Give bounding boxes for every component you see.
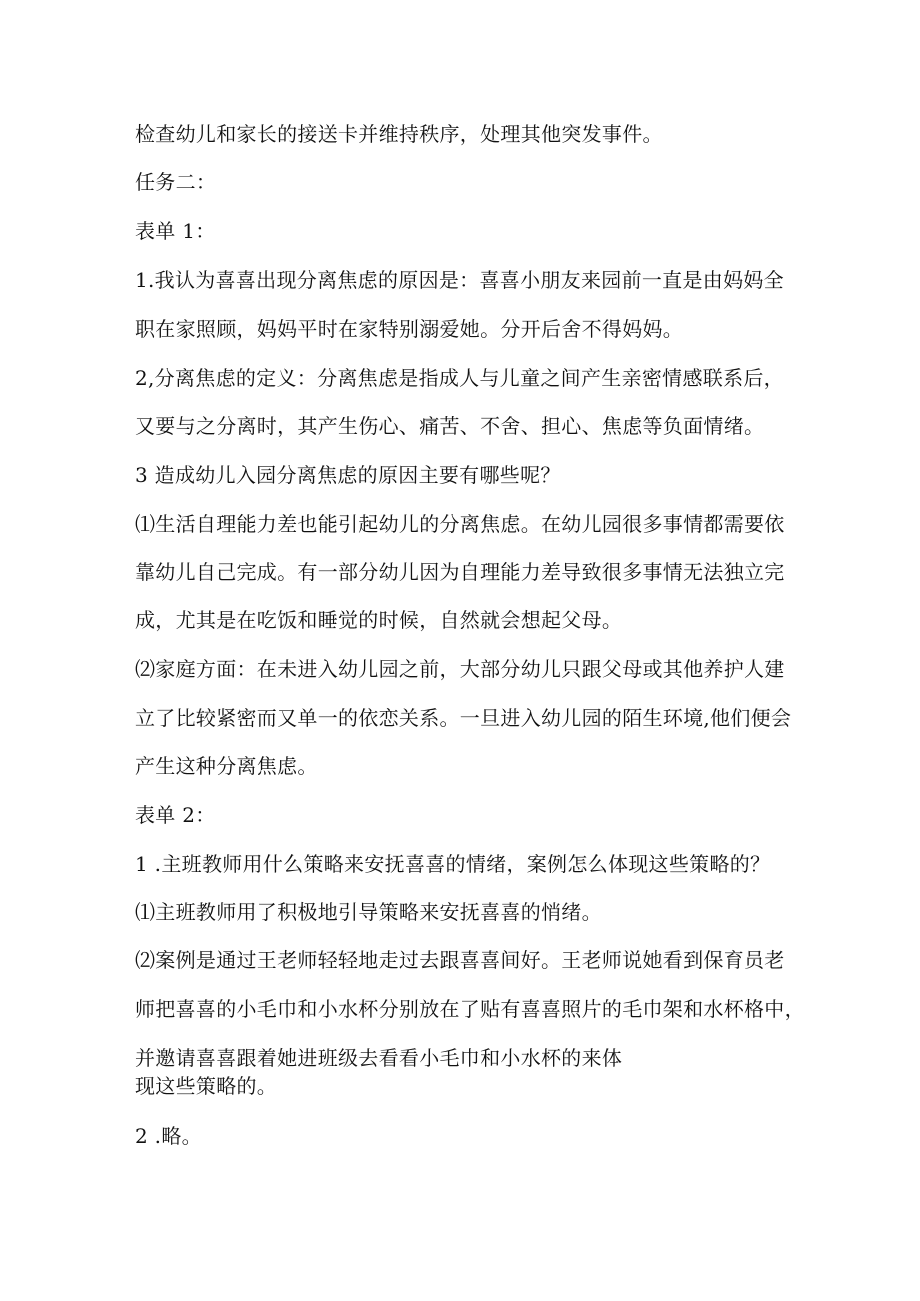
- text-line: ⑵案例是通过王老师轻轻地走过去跟喜喜间好。王老师说她看到保育员老: [135, 948, 785, 972]
- form-heading: 表单 1：: [135, 219, 216, 243]
- text-line: ⑴生活自理能力差也能引起幼儿的分离焦虑。在幼儿园很多事情都需要依: [135, 512, 785, 536]
- text-line: 3 造成幼儿入园分离焦虑的原因主要有哪些呢？: [135, 463, 561, 487]
- text-line: 产生这种分离焦虑。: [135, 754, 318, 778]
- text-line: 职在家照顾，妈妈平时在家特别溺爱她。分开后舍不得妈妈。: [135, 317, 684, 341]
- text-line: 检查幼儿和家长的接送卡并维持秩序，处理其他突发事件。: [135, 122, 663, 146]
- section-heading: 任务二：: [135, 170, 217, 194]
- text-line: 靠幼儿自己完成。有一部分幼儿因为自理能力差导致很多事情无法独立完: [135, 560, 785, 584]
- text-line: ⑴主班教师用了积极地引导策略来安抚喜喜的悄绪。: [135, 900, 602, 924]
- text-line: 2 .略。: [135, 1124, 202, 1148]
- form-heading: 表单 2：: [135, 803, 216, 827]
- text-line: 现这些策略的。: [135, 1074, 278, 1098]
- text-line: 2,分离焦虑的定义：分离焦虑是指成人与儿童之间产生亲密情感联系后，: [135, 366, 784, 390]
- text-line: 又要与之分离时，其产生伤心、痛苦、不舍、担心、焦虑等负面情绪。: [135, 414, 765, 438]
- text-line: 1.我认为喜喜出现分离焦虑的原因是：喜喜小朋友来园前一直是由妈妈全: [135, 268, 784, 292]
- text-line: ⑵家庭方面：在未进入幼儿园之前，大部分幼儿只跟父母或其他养护人建: [135, 657, 785, 681]
- text-line: 并邀请喜喜跟着她进班级去看看小毛巾和小水杯的来体: [135, 1046, 623, 1070]
- text-line: 成，尤其是在吃饭和睡觉的时候，自然就会想起父母。: [135, 608, 623, 632]
- text-line: 师把喜喜的小毛巾和小水杯分别放在了贴有喜喜照片的毛巾架和水杯格中，: [135, 997, 805, 1021]
- text-line: 1 .主班教师用什么策略来安抚喜喜的情绪，案例怎么体现这些策略的？: [135, 852, 771, 876]
- text-line: 立了比较紧密而又单一的依恋关系。一旦进入幼儿园的陌生环境,他们便会: [135, 706, 792, 730]
